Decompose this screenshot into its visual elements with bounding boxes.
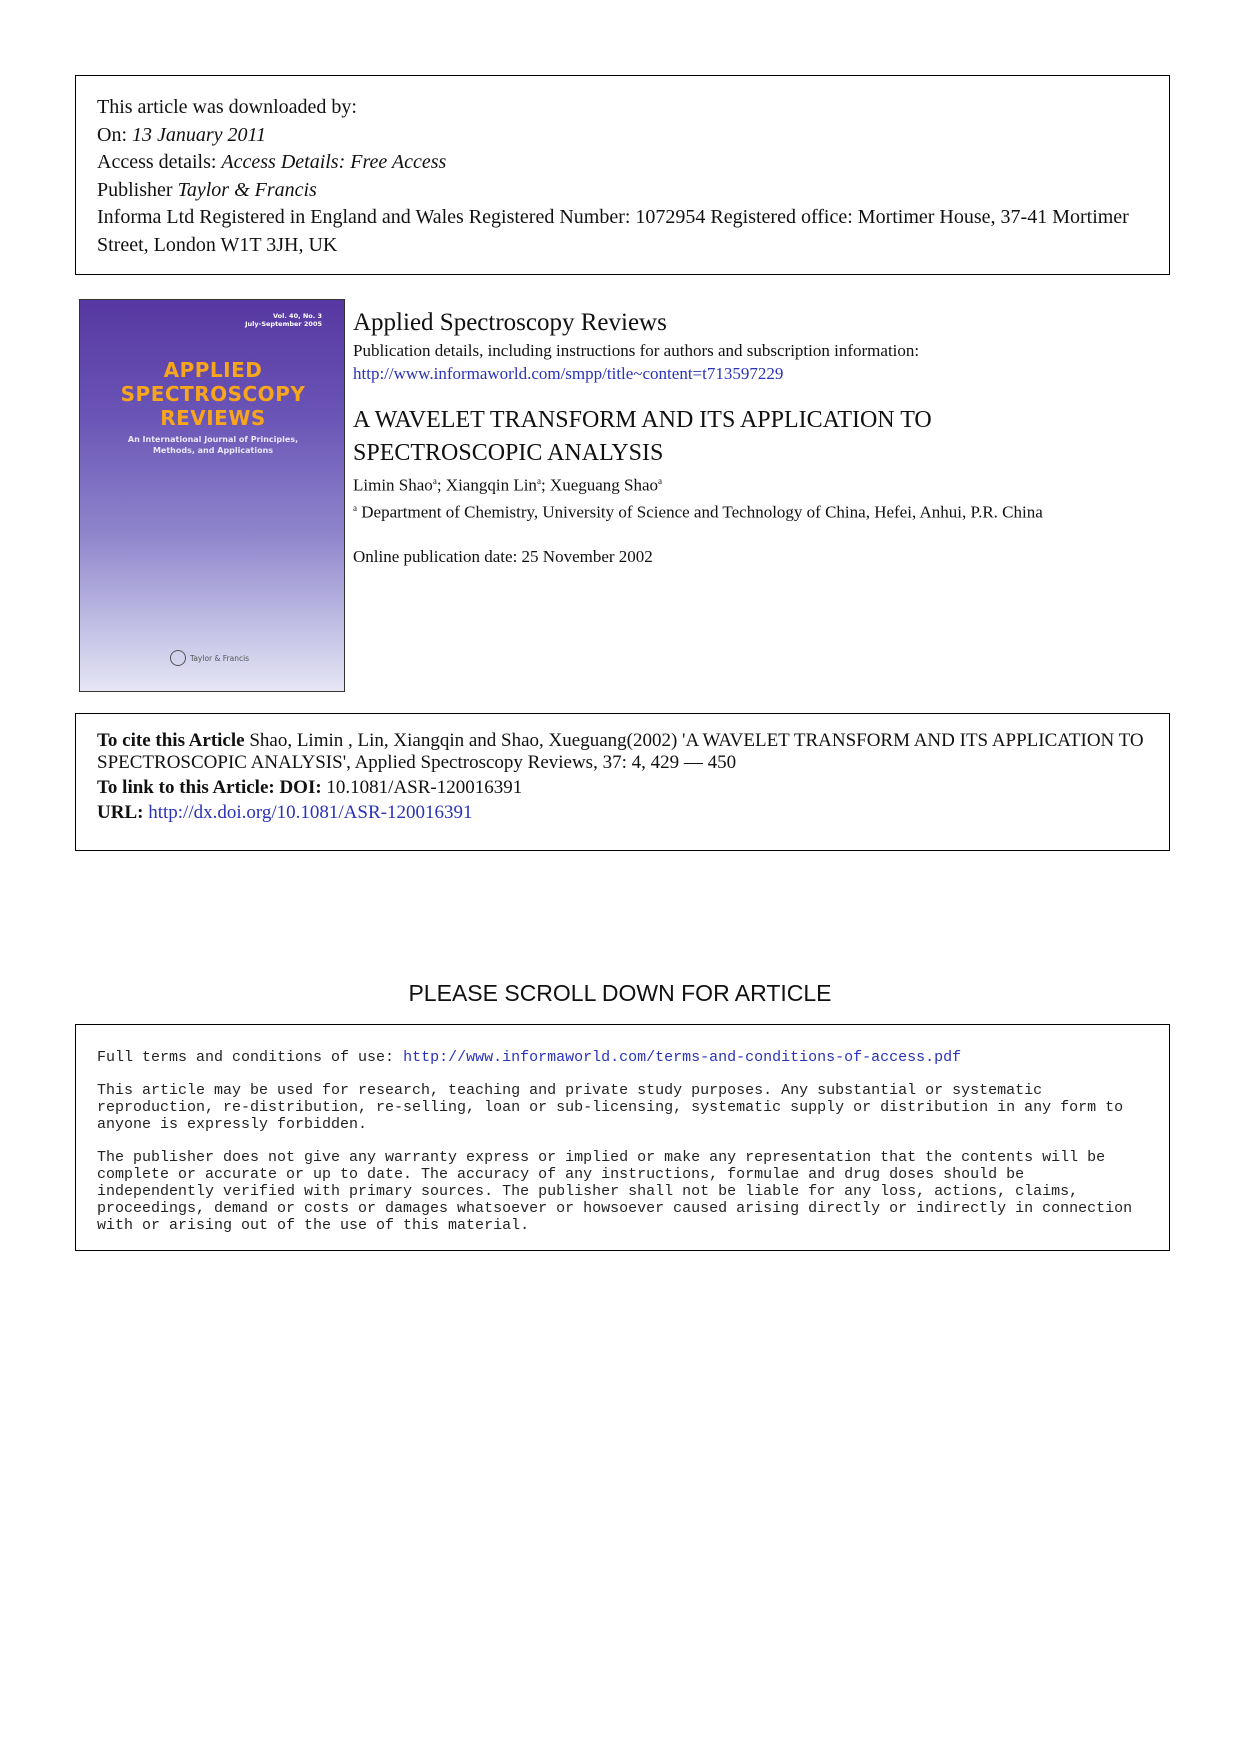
publication-date: Online publication date: 25 November 2002 [353, 547, 653, 567]
doi-value: 10.1081/ASR-120016391 [326, 777, 523, 798]
cite-line [97, 730, 1149, 774]
terms-paragraph-warranty: The publisher does not give any warranty express or implied or make any representation that the contents will be complete or accurate or up to date. The accuracy of any instructions, formulae and drug doses should be independently verified with primary sources. The publisher shall not be liable for any loss, actions, claims, proceedings, demand or costs or damages whatsoever or howsoever caused arising directly or indirectly in connection with or arising out of the use of this material. [97, 1149, 1133, 1234]
citation-box [75, 713, 1170, 851]
journal-title: Applied Spectroscopy Reviews [353, 309, 667, 336]
informa-registration: Informa Ltd Registered in England and Wales Registered Number: 1072954 Registered office: Mortimer House, 37-41 Mortimer Street, London W1T 3JH, UK [97, 206, 1129, 256]
author-name: Xiangqin Lin [445, 475, 537, 495]
publisher-line [97, 177, 1149, 205]
article-title-line: SPECTROSCOPIC ANALYSIS [353, 440, 664, 466]
affiliation-marker: a [432, 476, 437, 486]
article-title [353, 404, 1173, 470]
affiliation-text: Department of Chemistry, University of Science and Technology of China, Hefei, Anhui, P.R. China [361, 502, 1043, 522]
cite-label: To cite this Article [97, 730, 245, 751]
author-name: Xueguang Shao [549, 475, 659, 495]
affiliation-marker: a [658, 476, 663, 486]
journal-link[interactable]: http://www.informaworld.com/smpp/title~content=t713597229 [353, 364, 784, 383]
terms-label: Full terms and conditions of use: [97, 1049, 395, 1066]
publisher-logo-icon [170, 650, 186, 666]
cover-title [80, 358, 346, 430]
doi-url-link[interactable]: http://dx.doi.org/10.1081/ASR-120016391 [148, 802, 473, 823]
cover-subtitle: An International Journal of Principles, Methods, and Applications [127, 435, 299, 455]
cite-text: Shao, Limin , Lin, Xiangqin and Shao, Xueguang(2002) 'A WAVELET TRANSFORM AND ITS APPLICATION TO SPECTROSCOPIC ANALYSIS', Applied Spectroscopy Reviews, 37: 4, 429 — 450 [97, 730, 1144, 773]
download-date: 13 January 2011 [132, 123, 267, 146]
article-title-line: A WAVELET TRANSFORM AND ITS APPLICATION TO [353, 407, 932, 433]
cover-title-line: REVIEWS [160, 406, 266, 430]
on-label: On: [97, 123, 127, 146]
cover-title-line: APPLIED [163, 358, 263, 382]
cover-volume-info [245, 312, 322, 328]
article-authors: Limin Shao$^a$; Xiangqin Lin$^a$; Xueguang Shao$^a$ [353, 475, 663, 495]
terms-link[interactable]: http://www.informaworld.com/terms-and-conditions-of-access.pdf [403, 1049, 962, 1066]
journal-cover-image [79, 299, 345, 692]
cover-volume: Vol. 40, No. 3 [272, 312, 322, 320]
access-value: Access Details: Free Access [221, 151, 447, 173]
publisher-label: Publisher [97, 178, 173, 201]
access-label: Access details: [97, 151, 217, 173]
terms-line [97, 1049, 1149, 1066]
download-date-line [97, 122, 1149, 150]
author-name: Limin Shao [353, 475, 433, 495]
cover-publisher-name: Taylor & Francis [190, 653, 250, 663]
journal-details [353, 307, 1173, 568]
terms-paragraph-usage: This article may be used for research, teaching and private study purposes. Any substantial or systematic reproduction, re-distribution, re-selling, loan or sub-licensing, systematic supply or distribution in any form to anyone is expressly forbidden. [97, 1082, 1124, 1133]
url-line [97, 802, 1149, 824]
affiliation-marker: a [353, 502, 357, 513]
publisher-value: Taylor & Francis [177, 178, 317, 201]
doi-label: To link to this Article: DOI: [97, 777, 322, 798]
url-label: URL: [97, 802, 144, 823]
affiliation [353, 497, 1173, 524]
download-info-box [75, 75, 1170, 275]
terms-box [75, 1024, 1170, 1251]
access-details-line [97, 149, 1149, 177]
downloaded-by-text: This article was downloaded by: [97, 96, 357, 118]
cover-publisher [170, 650, 249, 666]
cover-dates: July-September 2005 [245, 320, 322, 328]
cover-title-line: SPECTROSCOPY [120, 382, 306, 406]
doi-line [97, 777, 1149, 799]
affiliation-marker: a [536, 476, 541, 486]
publication-details: Publication details, including instructions for authors and subscription information: [353, 341, 920, 360]
scroll-notice: PLEASE SCROLL DOWN FOR ARTICLE [408, 980, 832, 1006]
